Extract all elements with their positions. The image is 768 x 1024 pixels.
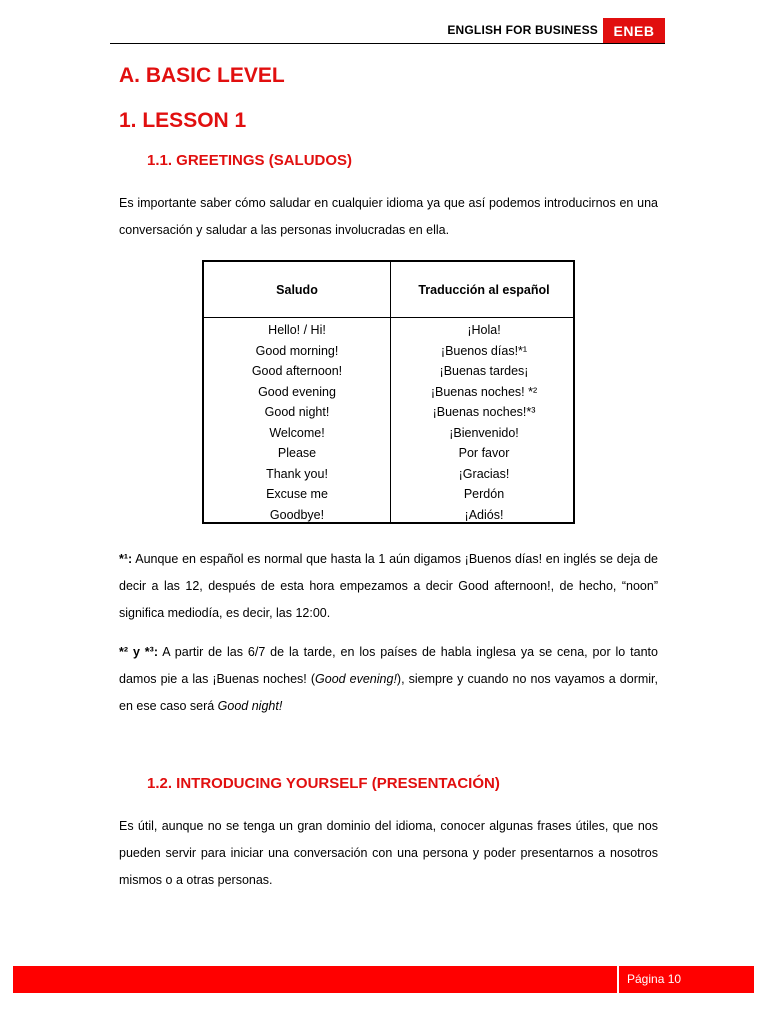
table-cell: Good evening <box>258 384 336 399</box>
table-cell: ¡Buenas noches!*³ <box>432 405 536 419</box>
table-cell: ¡Buenos días!*¹ <box>440 343 528 358</box>
english-column <box>204 318 390 525</box>
introducing-heading: 1.2. INTRODUCING YOURSELF (PRESENTACIÓN) <box>147 775 500 792</box>
table-cell: Thank you! <box>266 466 328 481</box>
page-number: Página 10 <box>627 972 682 986</box>
spanish-column <box>391 318 577 525</box>
introducing-paragraph: Es útil, aunque no se tenga un gran dominio del idioma, conocer algunas frases útiles, que nos pueden servir para iniciar una conversación con una persona y poder presentarnos a nosotros mismos o a otras personas. <box>119 819 658 887</box>
eneb-logo: ENEB <box>603 18 665 43</box>
table-cell: ¡Hola! <box>467 323 501 337</box>
lesson-heading: 1. LESSON 1 <box>119 109 247 132</box>
header-divider <box>110 43 665 44</box>
table-header-traduccion: Traducción al español <box>418 282 550 297</box>
footnote-2-3-text-b: ), siempre y cuando no nos vayamos a dormir, en ese caso será <box>119 672 659 713</box>
footnote-2-3-italic-b: Good night! <box>217 699 283 713</box>
header-title: ENGLISH FOR BUSINESS <box>447 23 598 37</box>
intro-paragraph: Es importante saber cómo saludar en cualquier idioma ya que así podemos introducirnos en una conversación y saludar a las personas involucradas en ella. <box>119 196 658 237</box>
footnote-1-text: Aunque en español es normal que hasta la 1 aún digamos ¡Buenos días! en inglés se deja de decir a las 12, después de esta hora empezamos a decir Good afternoon!, de hecho, “noon” significa mediodía, es decir, las 12:00. <box>119 552 658 620</box>
table-cell: Good morning! <box>255 343 339 358</box>
table-cell: Goodbye! <box>269 507 325 522</box>
level-heading: A. BASIC LEVEL <box>119 64 285 87</box>
footnote-2-3-marker: *² y *³: <box>119 645 158 659</box>
footnote-1-paragraph <box>119 546 658 627</box>
table-cell: Por favor <box>458 446 510 460</box>
footnote-1-marker: *¹: <box>119 552 133 566</box>
table-cell: Excuse me <box>266 487 328 501</box>
footnote-2-3-paragraph <box>119 639 658 720</box>
table-cell: Perdón <box>463 487 505 501</box>
footnote-2-3-text-a: A partir de las 6/7 de la tarde, en los países de habla inglesa ya se cena, por lo tanto damos pie a las ¡Buenas noches! ( <box>119 645 658 686</box>
table-cell: ¡Adiós! <box>464 507 504 522</box>
table-cell: Please <box>277 446 317 460</box>
table-cell: Hello! / Hi! <box>268 323 326 337</box>
table-cell: ¡Buenas noches! *² <box>430 384 538 399</box>
footer-separator <box>617 966 619 993</box>
table-cell: ¡Bienvenido! <box>449 425 519 440</box>
table-cell: Good afternoon! <box>251 364 343 378</box>
table-cell: ¡Buenas tardes¡ <box>439 364 529 378</box>
footnote-2-3-italic-a: Good evening! <box>315 672 397 686</box>
greetings-heading: 1.1. GREETINGS (SALUDOS) <box>147 152 353 169</box>
table-cell: Good night! <box>264 405 330 419</box>
table-header-saludo: Saludo <box>276 282 318 297</box>
greetings-table <box>202 260 575 524</box>
table-cell: Welcome! <box>269 425 325 440</box>
table-cell: ¡Gracias! <box>458 466 510 481</box>
